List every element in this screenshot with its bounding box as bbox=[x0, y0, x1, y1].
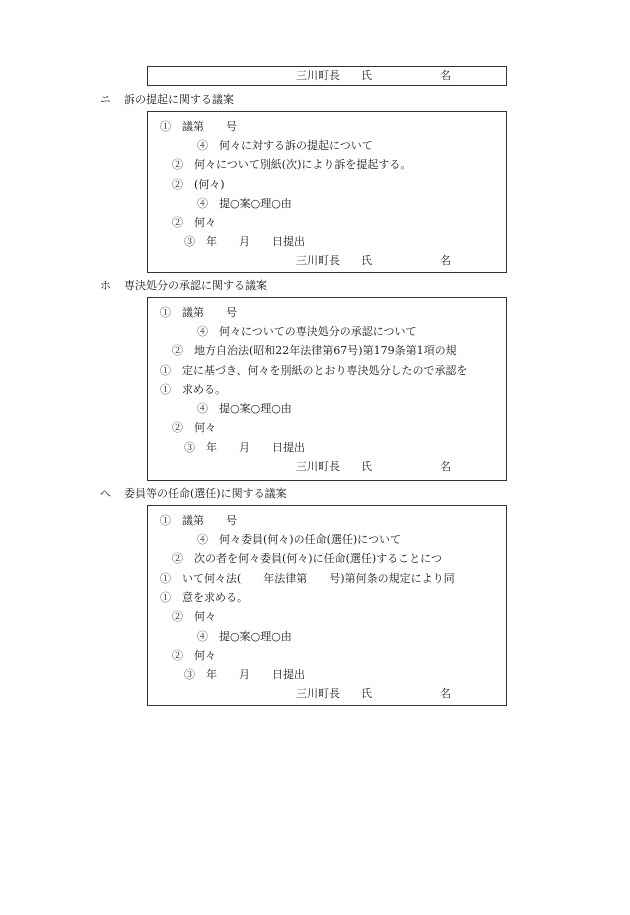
section-mark: へ bbox=[100, 487, 111, 500]
signature-title: 三川町長 bbox=[296, 69, 340, 82]
signature-title: 三川町長 bbox=[296, 687, 340, 700]
body-line: ① 定に基づき、何々を別紙のとおり専決処分したので承認を bbox=[160, 364, 468, 377]
bill-number-line: ① 議第 号 bbox=[160, 120, 237, 133]
body-line: ② 何々について別紙(次)により訴を提起する。 bbox=[172, 158, 412, 171]
body-line: ② (何々) bbox=[172, 178, 225, 191]
date-line: ③ 年 月 日提出 bbox=[184, 235, 305, 248]
bill-subject-line: ④ 何々委員(何々)の任命(選任)について bbox=[197, 533, 401, 546]
body-line: ② 次の者を何々委員(何々)に任命(選任)することにつ bbox=[172, 552, 442, 565]
date-line: ③ 年 月 日提出 bbox=[184, 668, 305, 681]
body-line: ① いて何々法( 年法律第 号)第何条の規定により同 bbox=[160, 572, 455, 585]
reason-line: ② 何々 bbox=[172, 649, 216, 662]
signature-shi: 氏 bbox=[361, 69, 372, 82]
section-mark: ニ bbox=[100, 93, 111, 106]
date-line: ③ 年 月 日提出 bbox=[184, 441, 305, 454]
reason-line: ② 何々 bbox=[172, 421, 216, 434]
reason-line: ② 何々 bbox=[172, 216, 216, 229]
signature-title: 三川町長 bbox=[296, 254, 340, 267]
bill-number-line: ① 議第 号 bbox=[160, 514, 237, 527]
bill-subject-line: ④ 何々に対する訴の提起について bbox=[197, 139, 373, 152]
reason-heading-line: ④ 提○案○理○由 bbox=[197, 197, 292, 210]
body-line: ① 求める。 bbox=[160, 383, 226, 396]
bill-number-line: ① 議第 号 bbox=[160, 306, 237, 319]
signature-mei: 名 bbox=[440, 254, 451, 267]
reason-heading-line: ④ 提○案○理○由 bbox=[197, 402, 292, 415]
top-signature-box bbox=[147, 66, 507, 86]
signature-shi: 氏 bbox=[361, 687, 372, 700]
bill-subject-line: ④ 何々についての専決処分の承認について bbox=[197, 325, 417, 338]
body-line: ① 意を求める。 bbox=[160, 591, 248, 604]
section-title: 委員等の任命(選任)に関する議案 bbox=[124, 487, 287, 500]
section-box-ni bbox=[147, 111, 507, 273]
section-box-ho bbox=[147, 297, 507, 481]
section-title: 専決処分の承認に関する議案 bbox=[124, 279, 267, 292]
section-mark: ホ bbox=[100, 279, 111, 292]
signature-title: 三川町長 bbox=[296, 460, 340, 473]
signature-mei: 名 bbox=[440, 687, 451, 700]
signature-shi: 氏 bbox=[361, 254, 372, 267]
body-line: ② 地方自治法(昭和22年法律第67号)第179条第1項の規 bbox=[172, 344, 457, 357]
section-heading-ho bbox=[100, 279, 400, 293]
reason-heading-line: ④ 提○案○理○由 bbox=[197, 630, 292, 643]
signature-mei: 名 bbox=[440, 69, 451, 82]
section-box-he bbox=[147, 505, 507, 706]
section-heading-ni bbox=[100, 93, 400, 107]
signature-shi: 氏 bbox=[361, 460, 372, 473]
section-title: 訴の提起に関する議案 bbox=[124, 93, 234, 106]
signature-mei: 名 bbox=[440, 460, 451, 473]
section-heading-he bbox=[100, 487, 400, 501]
body-line: ② 何々 bbox=[172, 610, 216, 623]
